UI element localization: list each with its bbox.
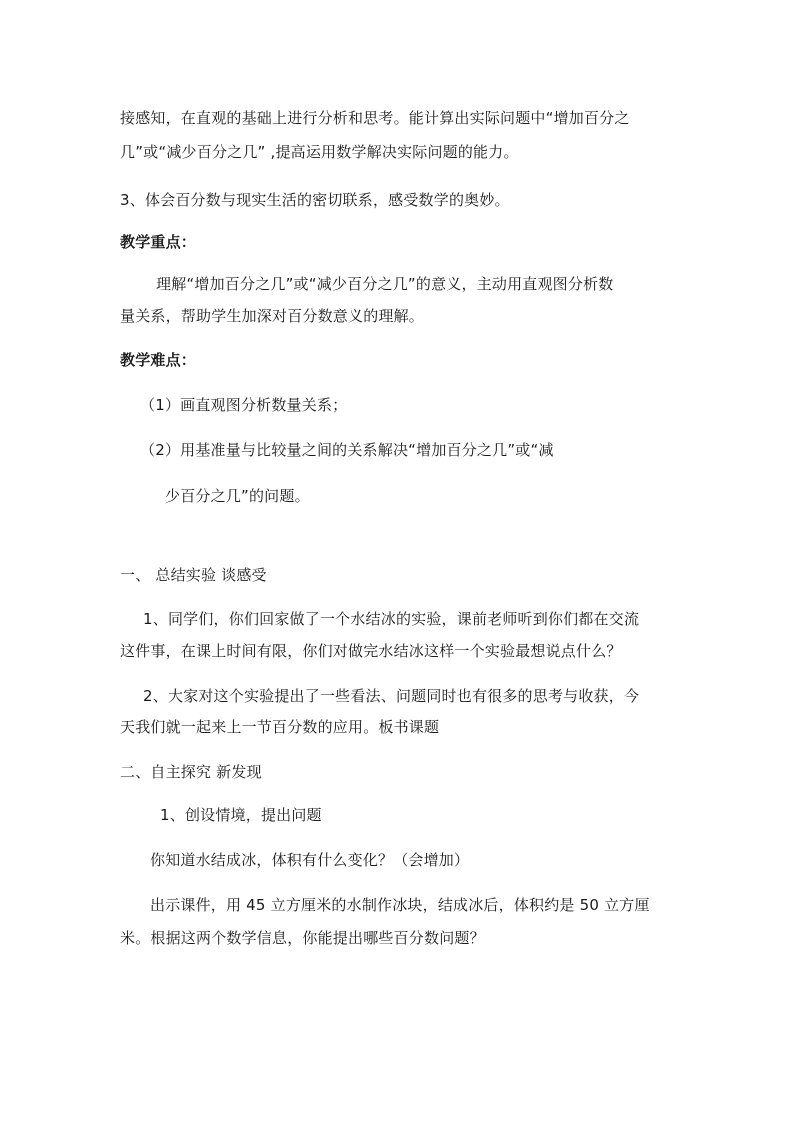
section-1-heading: 一、 总结实验 谈感受 <box>120 566 267 584</box>
section-1-item-2-line-2: 天我们就一起来上一节百分数的应用。板书课题 <box>120 718 440 736</box>
section-2-item-1: 1、创设情境，提出问题 <box>160 806 322 824</box>
difficulty-item-2-line-2: 少百分之几”的问题。 <box>165 487 310 505</box>
section-2-paragraph-line-2: 米。根据这两个数学信息，你能提出哪些百分数问题？ <box>120 929 485 947</box>
section-2-question: 你知道水结成冰，体积有什么变化？（会增加） <box>150 851 470 869</box>
goal-item-3: 3、体会百分数与现实生活的密切联系，感受数学的奥妙。 <box>120 191 510 209</box>
section-2-heading: 二、自主探究 新发现 <box>120 763 262 781</box>
goal-continuation-line-2: 几”或“减少百分之几” ,提高运用数学解决实际问题的能力。 <box>120 143 519 161</box>
difficulty-item-2-line-1: （2）用基准量与比较量之间的关系解决“增加百分之几”或“减 <box>140 441 554 459</box>
key-points-line-1: 理解“增加百分之几”或“减少百分之几”的意义，主动用直观图分析数 <box>156 275 614 293</box>
section-2-paragraph-line-1: 出示课件，用 45 立方厘米的水制作冰块，结成冰后，体积约是 50 立方厘 <box>150 896 650 914</box>
difficulty-item-1: （1）画直观图分析数量关系； <box>140 396 348 414</box>
difficulties-heading: 教学难点： <box>120 351 197 369</box>
goal-continuation-line-1: 接感知，在直观的基础上进行分析和思考。能计算出实际问题中“增加百分之 <box>120 109 630 127</box>
key-points-line-2: 量关系，帮助学生加深对百分数意义的理解。 <box>120 307 425 325</box>
key-points-heading: 教学重点： <box>120 233 197 251</box>
section-1-item-2-line-1: 2、大家对这个实验提出了一些看法、问题同时也有很多的思考与收获，今 <box>143 687 640 705</box>
section-1-item-1-line-2: 这件事，在课上时间有限，你们对做完水结冰这样一个实验最想说点什么？ <box>120 642 622 660</box>
section-1-item-1-line-1: 1、同学们，你们回家做了一个水结冰的实验，课前老师听到你们都在交流 <box>143 610 640 628</box>
